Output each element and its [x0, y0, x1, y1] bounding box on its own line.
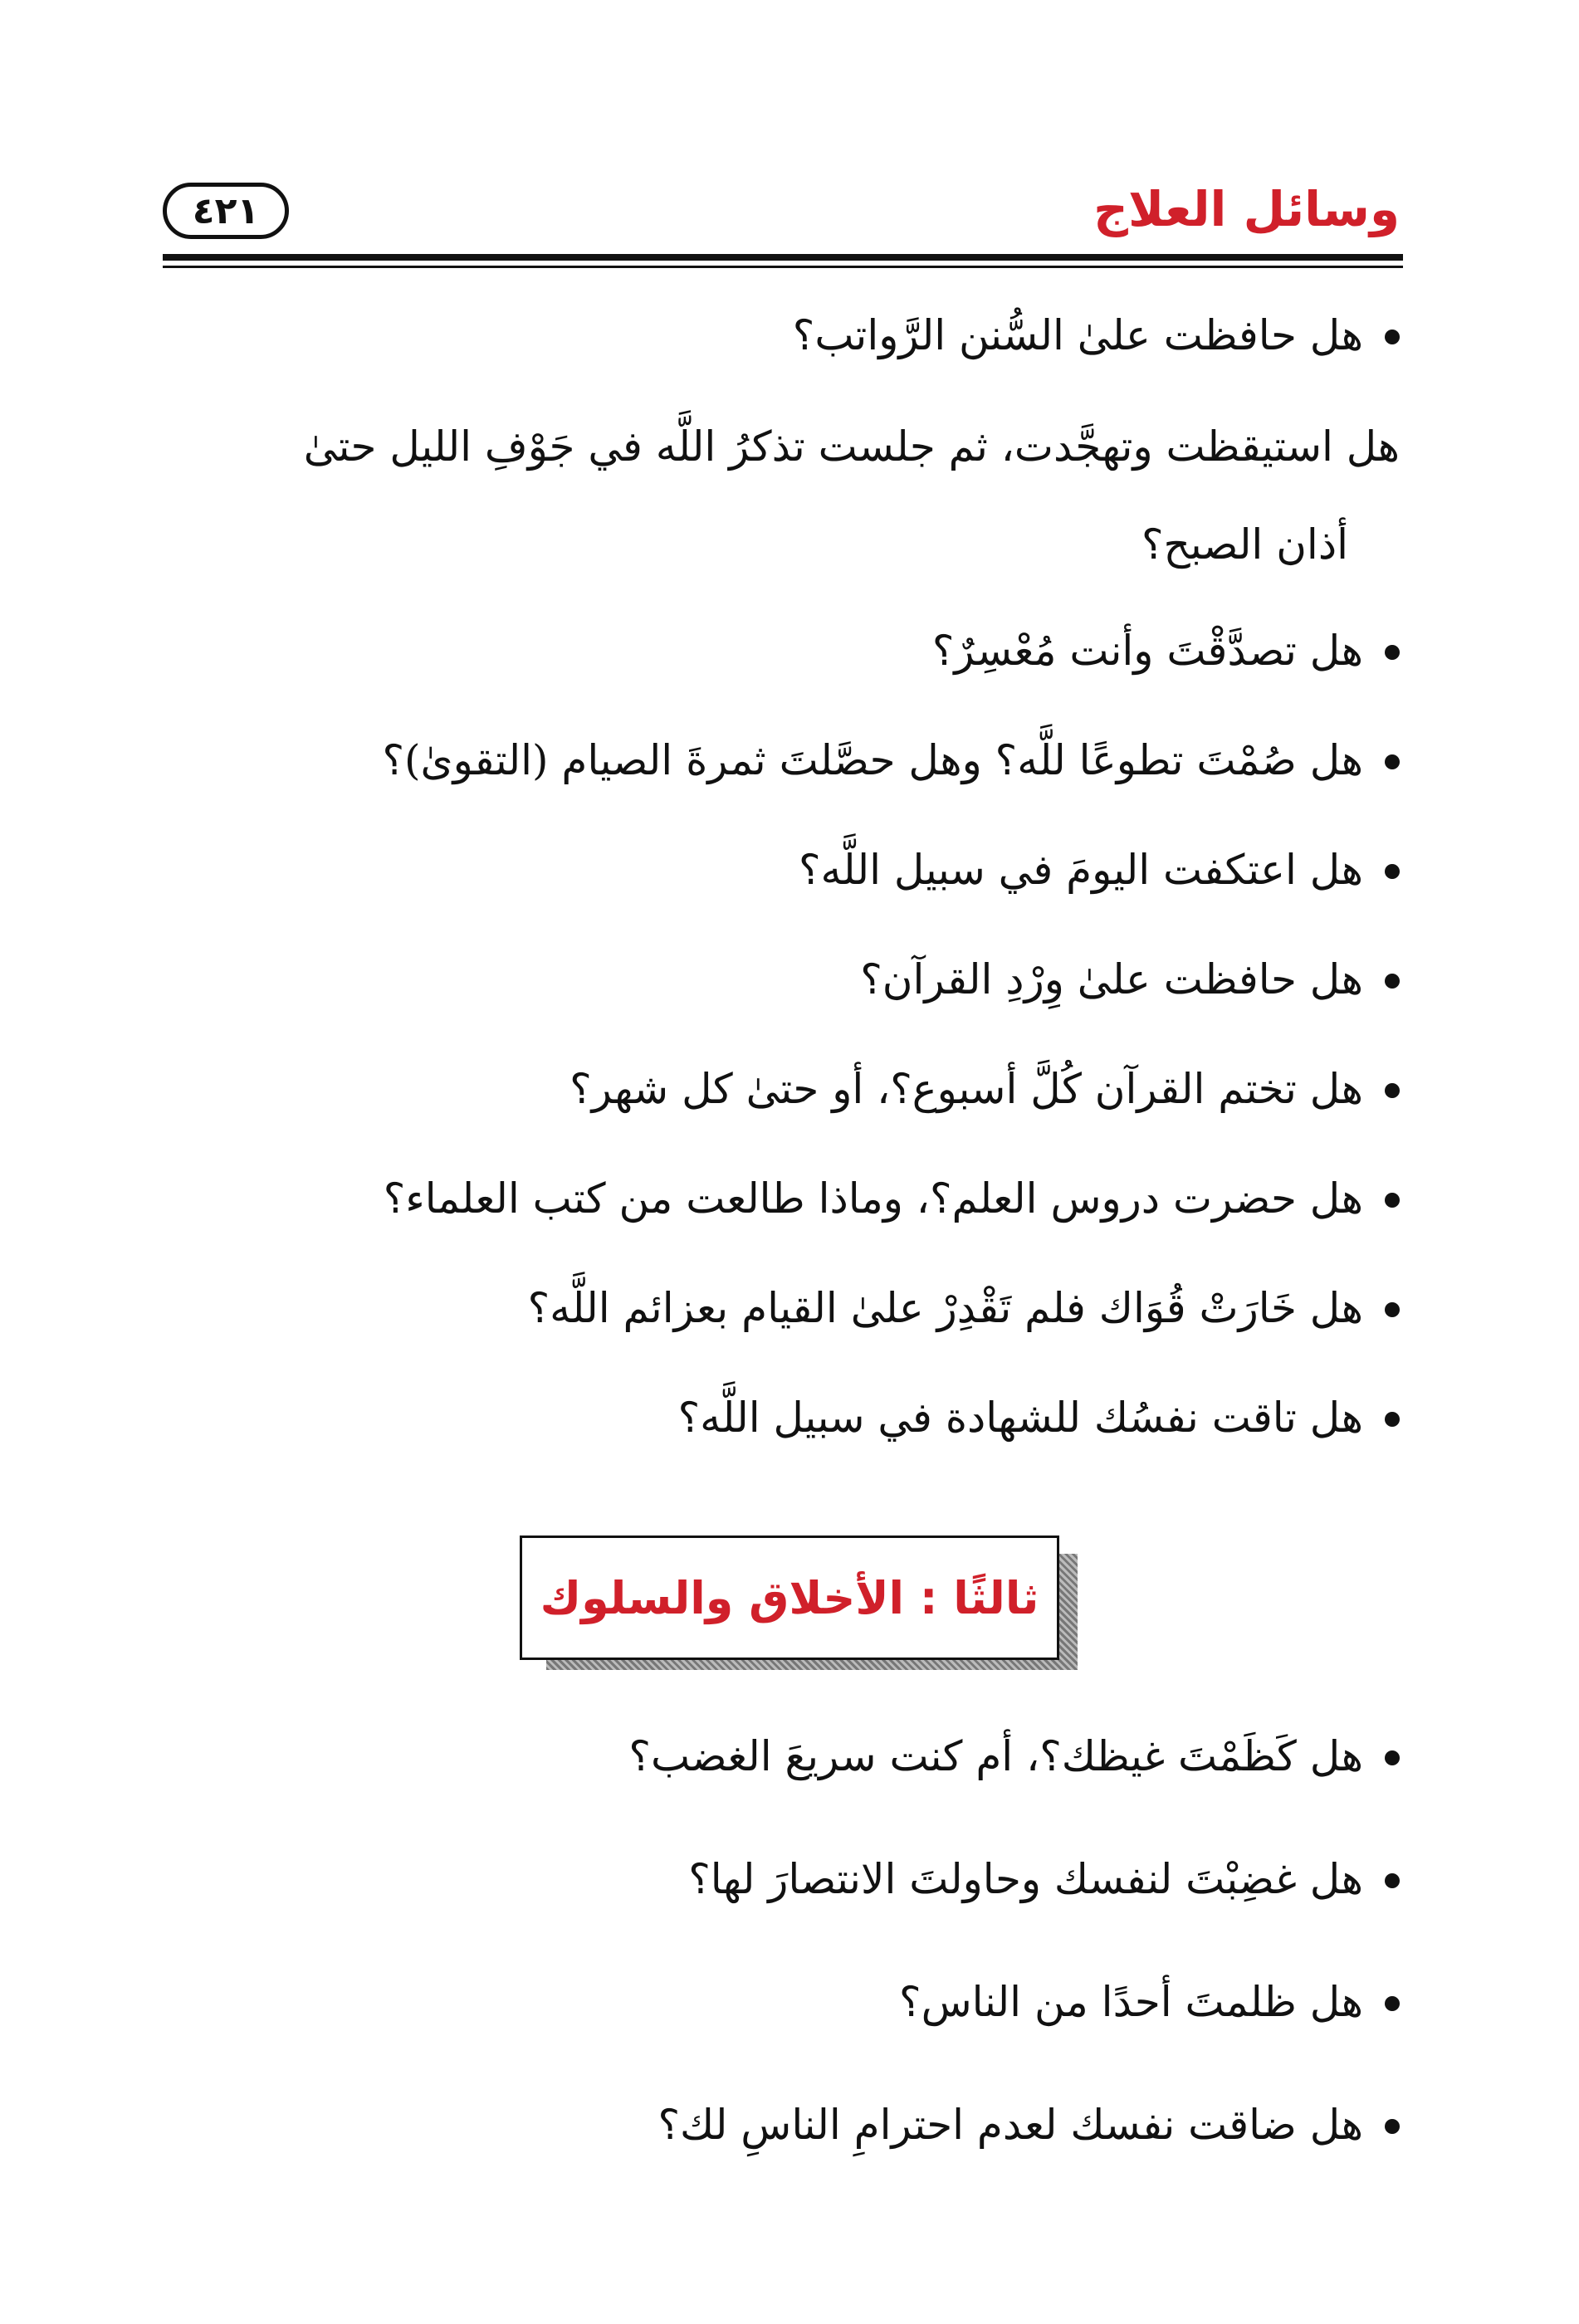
- header-rule-thick: [163, 254, 1403, 261]
- header-rule-thin: [163, 266, 1403, 268]
- item-text: هل حافظت علىٰ وِرْدِ القرآن؟: [860, 955, 1363, 1003]
- item-text: هل استيقظت وتهجَّدت، ثم جلست تذكرُ اللَّه في جَوْفِ الليل حتىٰ: [303, 422, 1400, 471]
- item-text: هل ضاقت نفسك لعدم احترامِ الناسِ لك؟: [658, 2101, 1363, 2149]
- bullet-icon: [1385, 974, 1400, 989]
- bullet-icon: [1385, 1193, 1400, 1208]
- item-text: هل اعتكفت اليومَ في سبيل اللَّه؟: [798, 846, 1363, 894]
- section-heading-box: [520, 1536, 1059, 1660]
- section-title: ثالثًا : الأخلاق والسلوك: [540, 1571, 1039, 1624]
- bullet-icon: [1385, 754, 1400, 769]
- bullet-icon: [1385, 645, 1400, 660]
- bullet-icon: [1385, 1873, 1400, 1888]
- list-item: [860, 954, 1400, 1004]
- bullet-icon: [1385, 1750, 1400, 1765]
- list-item: [628, 1731, 1400, 1781]
- list-item: [688, 1854, 1400, 1904]
- list-item: [528, 1283, 1400, 1333]
- bullet-icon: [1385, 2119, 1400, 2134]
- bullet-icon: [1385, 330, 1400, 344]
- page-number-badge: [163, 183, 289, 239]
- item-text: هل حضرت دروس العلم؟، وماذا طالعت من كتب العلماء؟: [383, 1174, 1363, 1223]
- list-item: [793, 310, 1400, 360]
- list-item: [570, 1064, 1400, 1114]
- item-text: هل صُمْتَ تطوعًا للَّه؟ وهل حصَّلتَ ثمرةَ الصيام (التقوىٰ)؟: [382, 736, 1363, 784]
- list-item: [658, 2100, 1400, 2150]
- bullet-icon: [1385, 864, 1400, 879]
- item-text: هل حافظت علىٰ السُّنن الرَّواتب؟: [792, 311, 1363, 359]
- list-item: [383, 735, 1401, 785]
- item-line-1: [163, 422, 1400, 471]
- bullet-icon: [1385, 1302, 1400, 1317]
- list-item-wrapped: [163, 422, 1400, 569]
- list-item: [678, 1393, 1400, 1443]
- list-item: [932, 626, 1400, 676]
- list-item: [899, 1977, 1400, 2027]
- list-item: [799, 845, 1400, 895]
- item-text: هل خَارَتْ قُوَاك فلم تَقْدِرْ علىٰ القيام بعزائم اللَّه؟: [527, 1284, 1363, 1332]
- page-number: ٤٢١: [192, 189, 260, 232]
- item-text: هل تاقت نفسُك للشهادة في سبيل اللَّه؟: [677, 1394, 1363, 1442]
- item-text: هل كَظَمْتَ غيظك؟، أم كنت سريعَ الغضب؟: [628, 1732, 1363, 1780]
- bullet-icon: [1385, 1412, 1400, 1427]
- item-text: هل تختم القرآن كُلَّ أسبوع؟، أو حتىٰ كل شهر؟: [570, 1065, 1363, 1113]
- bullet-icon: [1385, 1996, 1400, 2011]
- chapter-title: وسائل العلاج: [1093, 181, 1400, 237]
- item-line-2: أذان الصبح؟: [1141, 520, 1348, 569]
- list-item: [384, 1174, 1400, 1223]
- item-text: هل تصدَّقْتَ وأنت مُعْسِرٌ؟: [931, 627, 1363, 675]
- bullet-icon: [1385, 1083, 1400, 1098]
- item-text: هل ظلمتَ أحدًا من الناس؟: [899, 1978, 1363, 2026]
- item-text: هل غضِبْتَ لنفسك وحاولتَ الانتصارَ لها؟: [688, 1855, 1363, 1903]
